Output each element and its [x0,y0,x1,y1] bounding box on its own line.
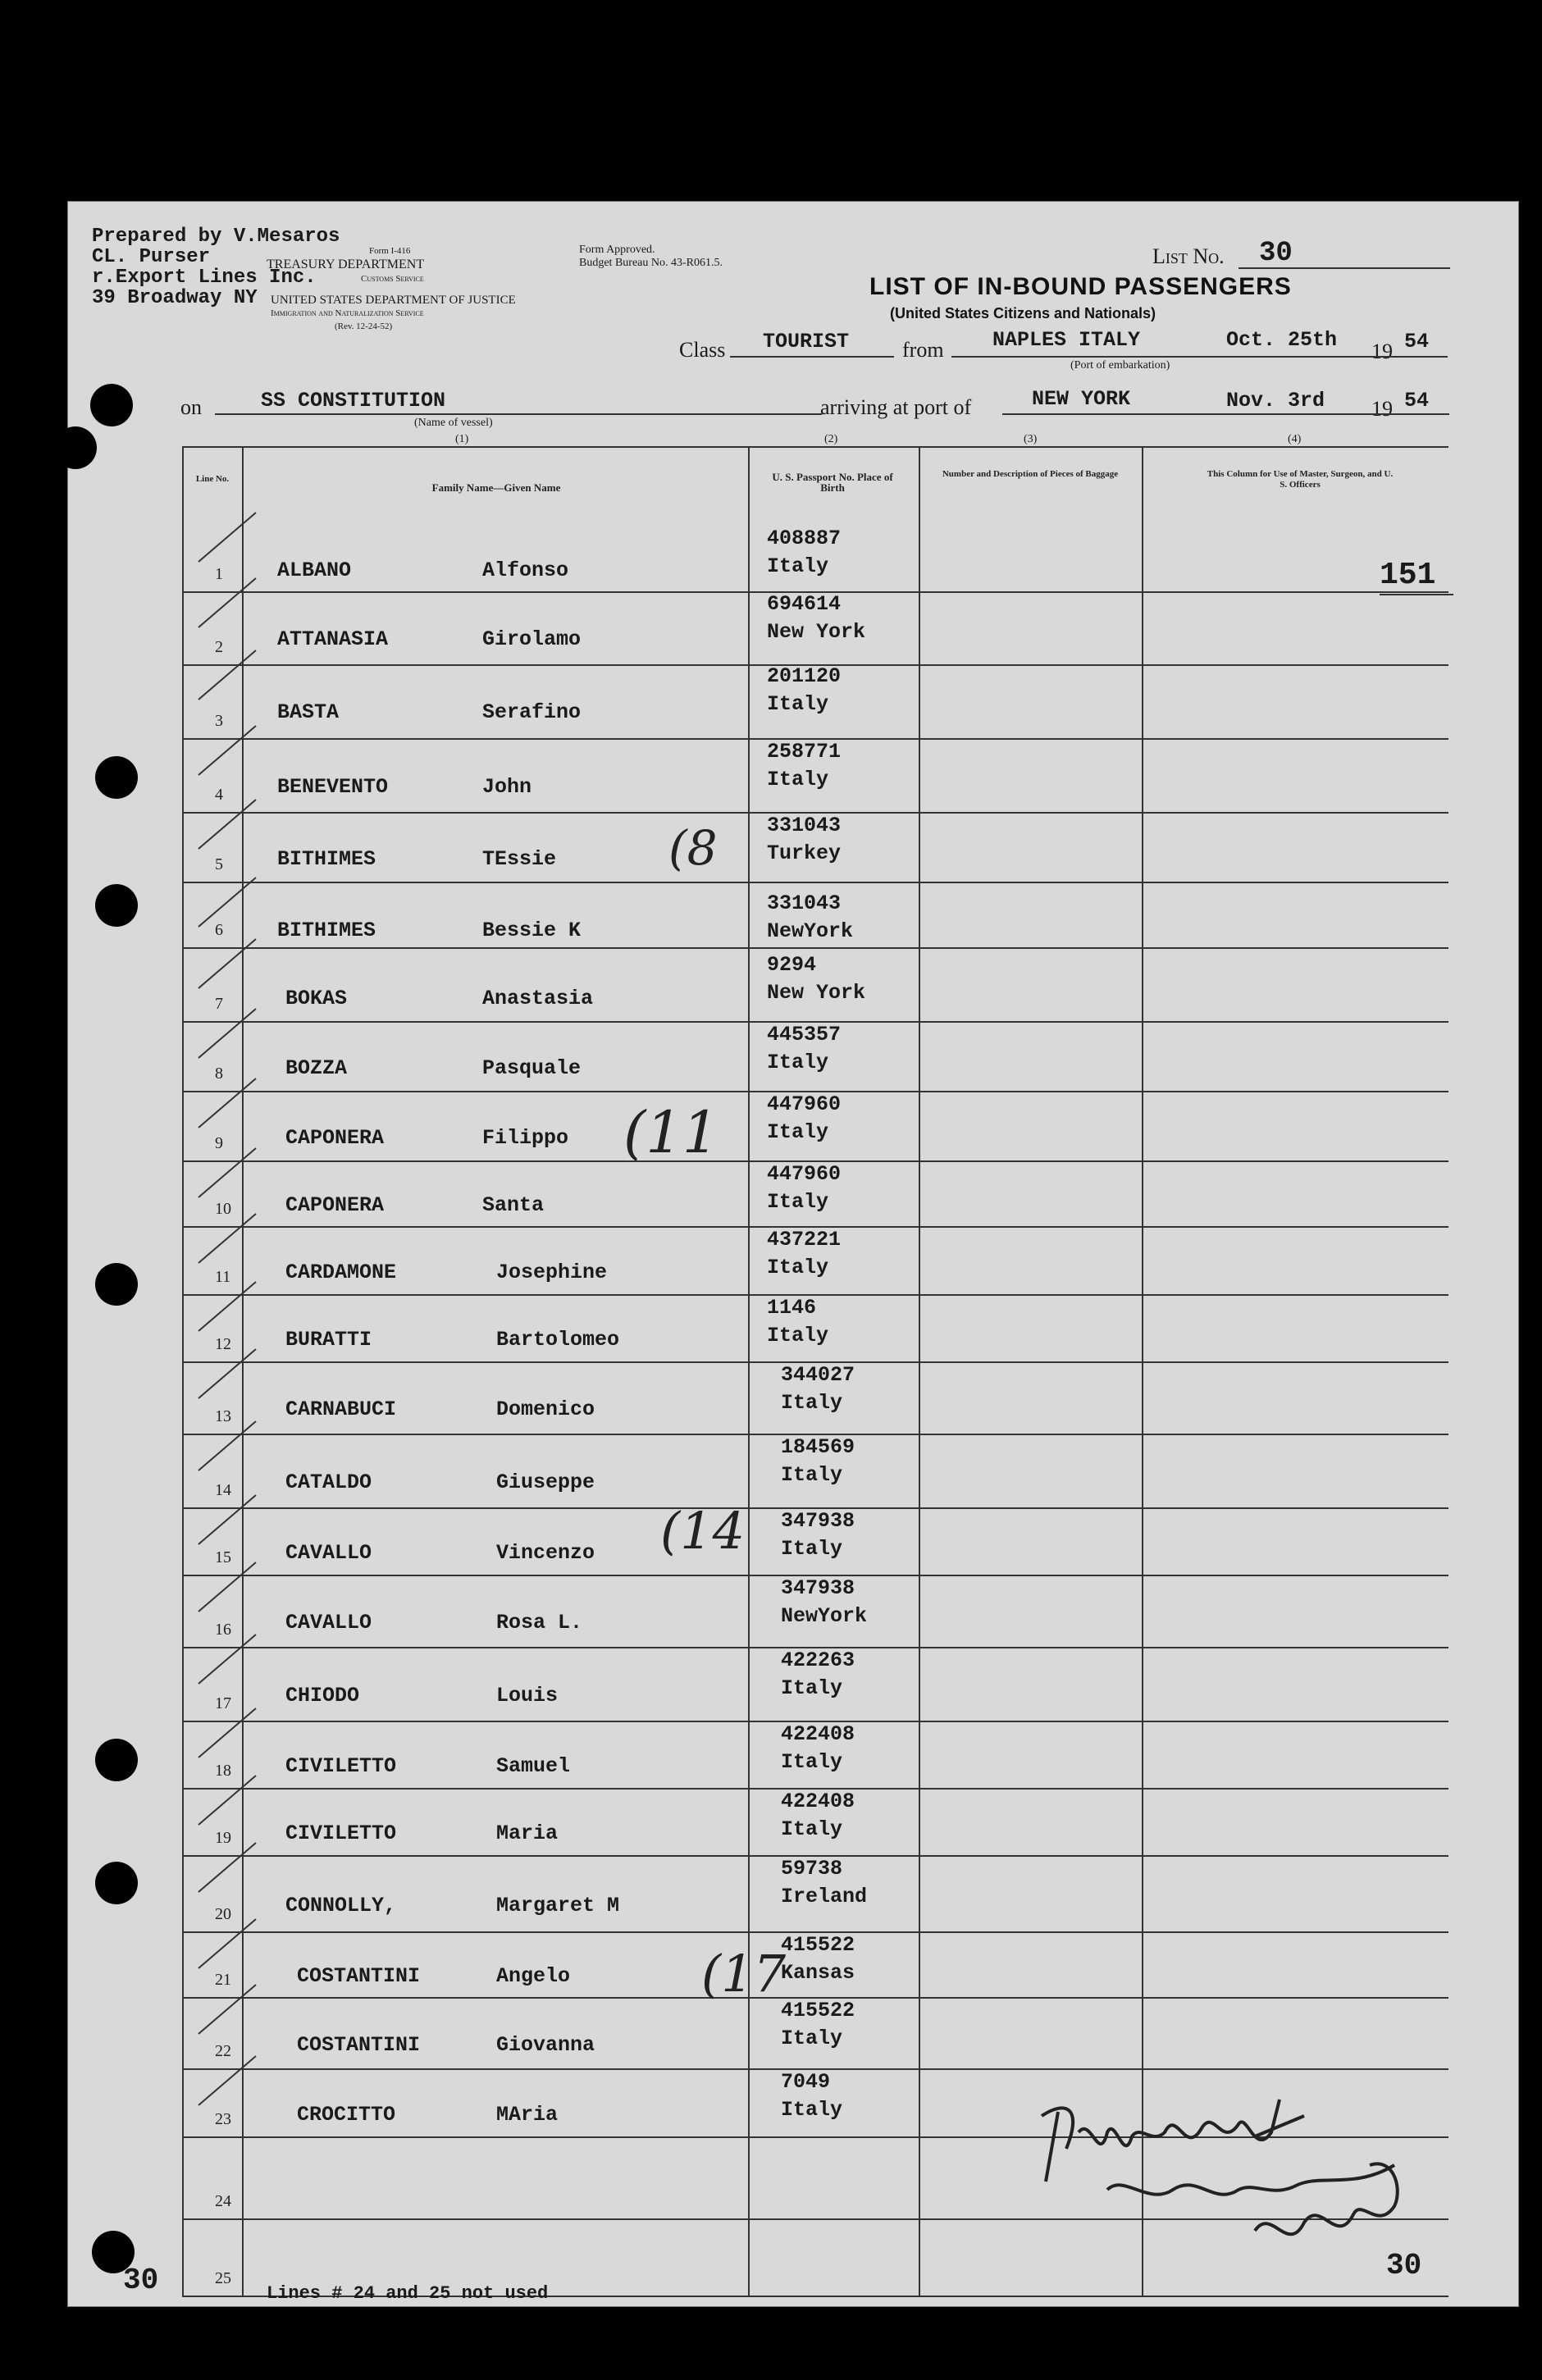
row-passport-number: 445357 [767,1023,842,1046]
row-passport-number: 184569 [781,1435,855,1459]
row-family-name: BENEVENTO [277,775,389,799]
row-given-name: Louis [496,1684,559,1707]
check-mark-icon [190,1210,264,1267]
row-line-number: 11 [215,1268,231,1286]
row-place-of-birth: Italy [767,768,829,791]
row-line-number: 22 [215,2042,231,2060]
from-year: 54 [1404,330,1430,353]
total-mark: 151 [1380,558,1436,593]
row-family-name: CAVALLO [285,1611,372,1635]
check-mark-icon [190,1278,264,1335]
check-mark-icon [190,574,264,631]
row-passport-number: 415522 [781,1999,855,2022]
row-passport-number: 422408 [781,1790,855,1813]
column-name: Family Name—Given Name [431,481,561,494]
arrival-year: 54 [1404,389,1430,413]
row-given-name: Giovanna [496,2033,595,2057]
on-label: on [180,395,202,419]
column-passport: U. S. Passport No. Place of Birth [772,471,893,494]
row-place-of-birth: Italy [767,1051,829,1074]
form-title: LIST OF IN-BOUND PASSENGERS [869,273,1292,300]
row-line-number: 25 [215,2269,231,2287]
row-passport-number: 422263 [781,1648,855,1672]
col2-num: (2) [824,433,838,445]
class-value: TOURIST [763,330,850,353]
table-row-divider [182,947,1448,949]
row-place-of-birth: Italy [781,1391,843,1415]
row-given-name: Vincenzo [496,1541,595,1565]
row-family-name: CIVILETTO [285,1754,397,1778]
row-passport-number: 447960 [767,1092,842,1116]
row-family-name: CAPONERA [285,1126,385,1150]
row-family-name: BITHIMES [277,847,376,871]
row-given-name: Girolamo [482,627,582,651]
row-passport-number: 59738 [781,1857,843,1881]
row-line-number: 12 [215,1335,231,1353]
row-family-name: CIVILETTO [285,1821,397,1845]
row-place-of-birth: Italy [781,1750,843,1774]
row-line-number: 2 [215,638,223,656]
row-place-of-birth: Italy [781,1537,843,1561]
check-mark-icon [190,1005,264,1062]
row-given-name: Filippo [482,1126,569,1150]
check-mark-icon [190,1839,264,1896]
list-no-label: List No. [1152,244,1225,268]
passenger-list-sheet [67,201,1519,2307]
check-mark-icon [190,722,264,779]
row-passport-number: 422408 [781,1722,855,1746]
form-revision: (Rev. 12-24-52) [335,321,393,331]
table-row-divider [182,882,1448,883]
row-given-name: MAria [496,2103,559,2127]
check-mark-icon [190,1345,264,1402]
prepared-by: Prepared by V.Mesaros [92,226,340,248]
page-number-right: 30 [1386,2249,1422,2282]
row-family-name: CARNABUCI [285,1397,397,1421]
row-passport-number: 331043 [767,891,842,915]
row-line-number: 24 [215,2192,231,2210]
check-mark-icon [190,796,264,853]
row-line-number: 7 [215,995,223,1013]
row-passport-number: 331043 [767,814,842,837]
row-given-name: Pasquale [482,1056,582,1080]
punch-hole [90,384,133,426]
row-passport-number: 437221 [767,1228,842,1252]
from-label: from [902,338,944,362]
row-line-number: 10 [215,1200,231,1218]
row-line-number: 5 [215,855,223,873]
row-family-name: CONNOLLY, [285,1894,397,1917]
arrival-port: NEW YORK [1032,387,1131,411]
row-given-name: Bessie K [482,919,582,942]
row-place-of-birth: Kansas [781,1961,855,1985]
row-line-number: 3 [215,712,223,730]
form-subtitle: (United States Citizens and Nationals) [890,305,1156,321]
row-given-name: Josephine [496,1261,608,1284]
class-label: Class [679,338,726,362]
row-line-number: 8 [215,1065,223,1083]
row-line-number: 19 [215,1829,231,1847]
row-line-number: 13 [215,1407,231,1425]
row-family-name: BITHIMES [277,919,376,942]
row-place-of-birth: Italy [767,1120,829,1144]
row-line-number: 6 [215,921,223,939]
handwritten-mark-17: (17 [701,1944,787,2004]
punch-hole [95,1263,138,1306]
vessel-caption: (Name of vessel) [414,417,493,429]
row-family-name: CARDAMONE [285,1261,397,1284]
punch-hole [95,756,138,799]
row-passport-number: 201120 [767,664,842,688]
row-passport-number: 258771 [767,740,842,764]
form-approved: Form Approved. [579,244,655,256]
row-passport-number: 347938 [781,1576,855,1600]
row-line-number: 1 [215,565,223,583]
row-place-of-birth: New York [767,981,866,1005]
row-line-number: 14 [215,1481,231,1499]
handwritten-mark-8: (8 [668,820,718,876]
check-mark-icon [190,935,264,992]
budget-bureau: Budget Bureau No. 43-R061.5. [579,257,723,269]
check-mark-icon [190,1630,264,1688]
column-officers: This Column for Use of Master, Surgeon, and U. S. Officers [1207,469,1394,490]
prepared-company: r.Export Lines Inc. [92,267,317,289]
prepared-role: CL. Purser [92,246,211,268]
row-line-number: 16 [215,1621,231,1639]
punch-hole [95,884,138,927]
row-place-of-birth: New York [767,620,866,644]
check-mark-icon [190,1144,264,1201]
row-line-number: 4 [215,786,223,804]
row-place-of-birth: Italy [781,1817,843,1841]
row-given-name: Margaret M [496,1894,620,1917]
row-family-name: CAVALLO [285,1541,372,1565]
punch-hole [95,1862,138,1904]
check-mark-icon [190,1491,264,1548]
dept-treasury: TREASURY DEPARTMENT [267,258,425,271]
row-line-number: 20 [215,1905,231,1923]
row-given-name: Rosa L. [496,1611,583,1635]
check-mark-icon [190,646,264,704]
row-place-of-birth: Italy [767,554,829,578]
from-port: NAPLES ITALY [992,328,1141,352]
row-place-of-birth: Italy [781,1463,843,1487]
vessel-col-num: (1) [455,433,469,445]
row-place-of-birth: Turkey [767,841,842,865]
footer-note: Lines # 24 and 25 not used [267,2283,549,2304]
row-given-name: John [482,775,532,799]
arrival-year-prefix: 19 [1371,397,1393,421]
check-mark-icon [190,1704,264,1762]
punch-hole [95,1739,138,1781]
dept-justice: UNITED STATES DEPARTMENT OF JUSTICE [271,294,516,307]
dept-customs: Customs Service [361,274,424,284]
page-number-left: 30 [123,2264,159,2297]
row-line-number: 21 [215,1971,231,1989]
handwritten-mark-11: (11 [623,1099,719,1166]
check-mark-icon [190,1981,264,2038]
row-place-of-birth: Italy [767,1324,829,1347]
check-mark-icon [190,508,264,566]
vessel-name: SS CONSTITUTION [261,389,446,413]
column-baggage: Number and Description of Pieces of Baggage [942,469,1119,479]
row-place-of-birth: NewYork [781,1604,868,1628]
check-mark-icon [190,873,264,931]
row-line-number: 23 [215,2110,231,2128]
row-line-number: 17 [215,1694,231,1712]
check-mark-icon [190,1771,264,1829]
check-mark-icon [190,1915,264,1972]
prepared-address: 39 Broadway NY [92,287,258,309]
check-mark-icon [190,1074,264,1132]
list-no: 30 [1259,238,1293,269]
row-family-name: BURATTI [285,1328,372,1352]
row-given-name: Serafino [482,700,582,724]
row-passport-number: 415522 [781,1933,855,1957]
row-passport-number: 7049 [781,2070,831,2094]
row-place-of-birth: Italy [767,692,829,716]
handwritten-mark-14: (14 [660,1501,746,1561]
row-line-number: 9 [215,1134,223,1152]
from-year-prefix: 19 [1371,340,1393,363]
row-family-name: COSTANTINI [297,1964,421,1988]
row-passport-number: 9294 [767,953,817,977]
row-given-name: Alfonso [482,559,569,582]
col4-num: (4) [1288,433,1302,445]
col3-num: (3) [1024,433,1038,445]
row-given-name: TEssie [482,847,557,871]
column-line-no: Line No. [195,474,230,484]
row-family-name: COSTANTINI [297,2033,421,2057]
row-given-name: Samuel [496,1754,571,1778]
check-mark-icon [190,2052,264,2109]
row-place-of-birth: NewYork [767,919,854,943]
row-passport-number: 447960 [767,1162,842,1186]
row-line-number: 15 [215,1548,231,1566]
from-date: Oct. 25th [1226,328,1338,352]
row-family-name: BOKAS [285,987,348,1010]
row-family-name: ATTANASIA [277,627,389,651]
officer-signature [1009,2067,1435,2264]
punch-hole [54,426,97,469]
row-line-number: 18 [215,1762,231,1780]
row-family-name: CHIODO [285,1684,360,1707]
row-given-name: Giuseppe [496,1470,595,1494]
row-family-name: BOZZA [285,1056,348,1080]
check-mark-icon [190,1558,264,1616]
row-place-of-birth: Italy [781,2027,843,2050]
row-passport-number: 408887 [767,527,842,550]
dept-immigration: Immigration and Naturalization Service [271,308,424,318]
row-place-of-birth: Italy [781,1676,843,1700]
row-place-of-birth: Italy [781,2098,843,2122]
row-given-name: Angelo [496,1964,571,1988]
row-given-name: Santa [482,1193,545,1217]
row-passport-number: 694614 [767,592,842,616]
row-family-name: CATALDO [285,1470,372,1494]
row-family-name: CROCITTO [297,2103,396,2127]
row-family-name: CAPONERA [285,1193,385,1217]
row-family-name: ALBANO [277,559,352,582]
row-place-of-birth: Italy [767,1190,829,1214]
check-mark-icon [190,1417,264,1475]
row-place-of-birth: Ireland [781,1885,868,1908]
row-passport-number: 1146 [767,1296,817,1320]
row-given-name: Maria [496,1821,559,1845]
arriving-label: arriving at port of [820,395,972,419]
row-given-name: Domenico [496,1397,595,1421]
row-given-name: Anastasia [482,987,594,1010]
port-caption: (Port of embarkation) [1070,359,1170,372]
row-given-name: Bartolomeo [496,1328,620,1352]
form-number: Form I-416 [369,246,411,256]
row-family-name: BASTA [277,700,340,724]
row-passport-number: 347938 [781,1509,855,1533]
arrival-date: Nov. 3rd [1226,389,1325,413]
row-place-of-birth: Italy [767,1256,829,1279]
row-passport-number: 344027 [781,1363,855,1387]
